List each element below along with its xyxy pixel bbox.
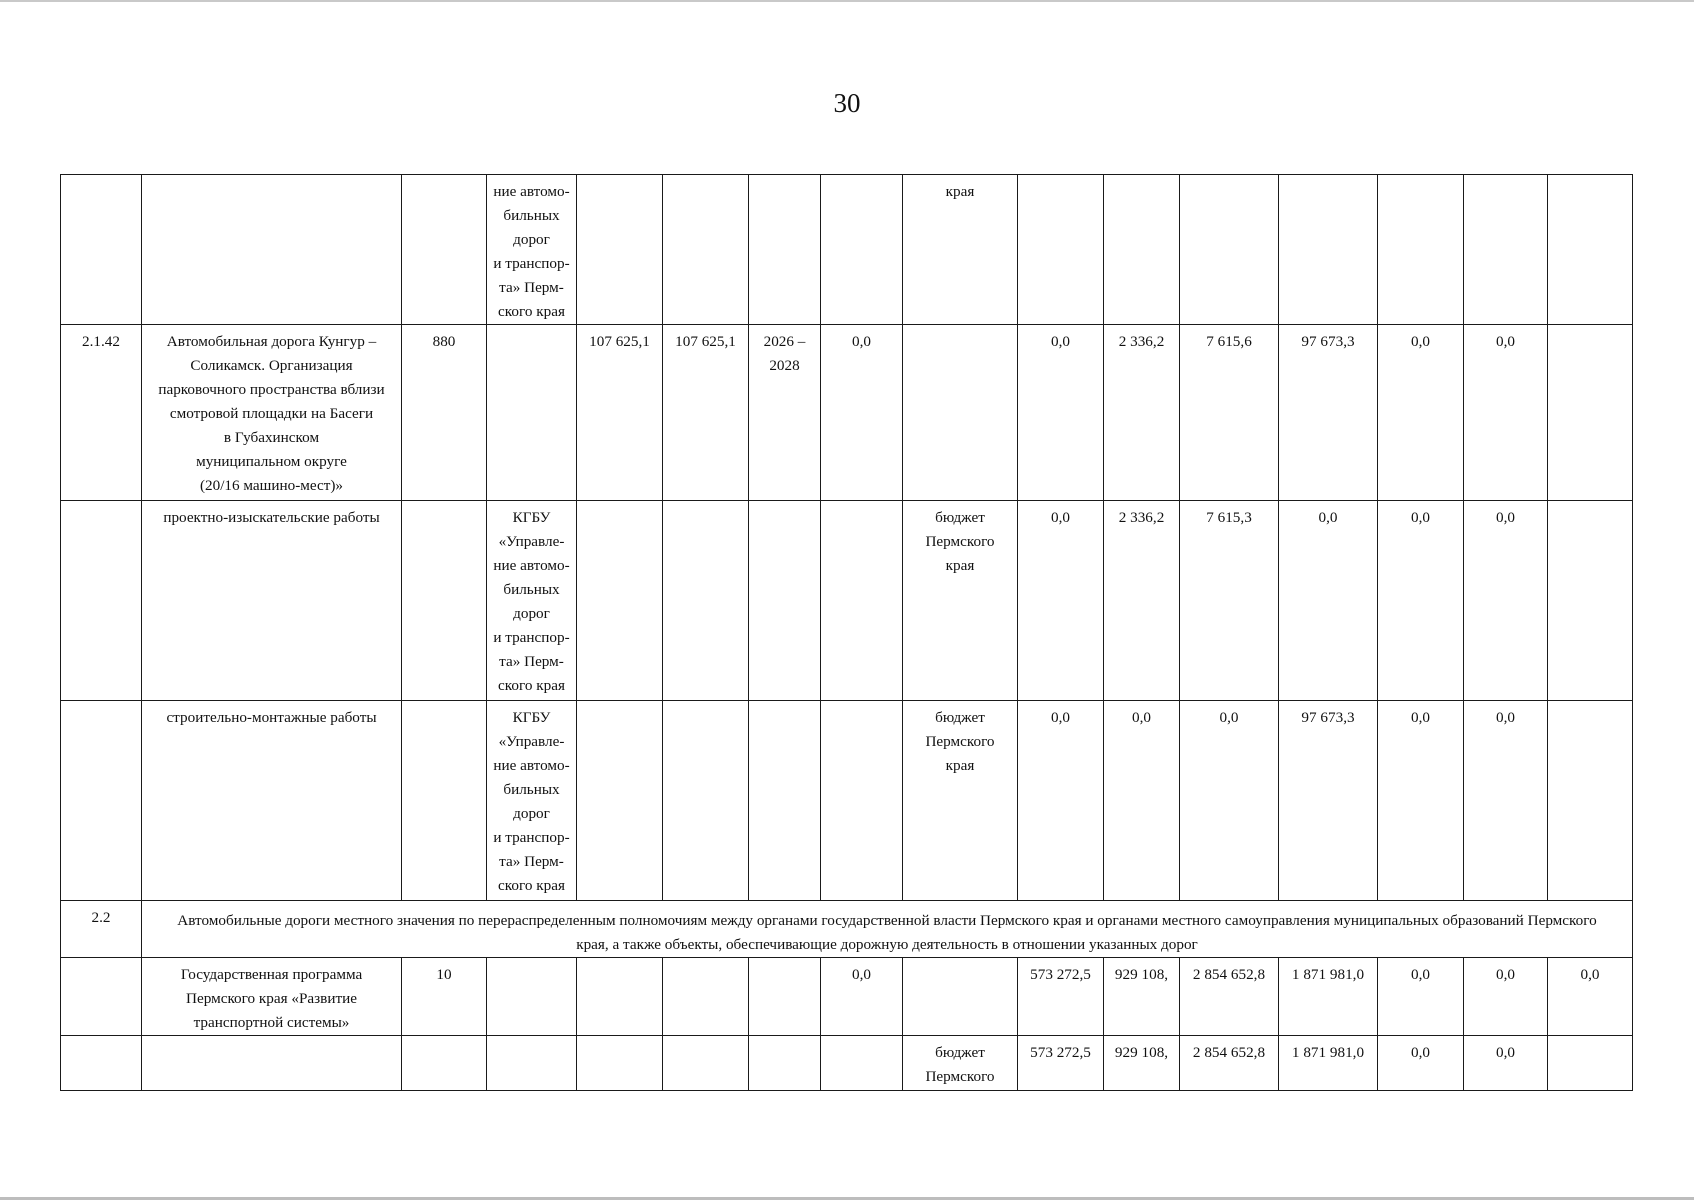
cell-y4: 97 673,3 (1279, 701, 1378, 901)
cell-y7 (1548, 325, 1633, 501)
cell-y5: 0,0 (1378, 1036, 1464, 1091)
cell-y2: 929 108, (1104, 958, 1180, 1036)
cell-y1: 0,0 (1018, 325, 1104, 501)
cell-cost-remaining (663, 701, 749, 901)
cell-y6 (1464, 175, 1548, 325)
cell-y4 (1279, 175, 1378, 325)
table-row (61, 325, 1633, 501)
cell-y2: 929 108, (1104, 1036, 1180, 1091)
cell-y5: 0,0 (1378, 958, 1464, 1036)
cell-y2 (1104, 175, 1180, 325)
cell-y7 (1548, 1036, 1633, 1091)
section-row (61, 901, 1633, 958)
cell-y2: 2 336,2 (1104, 325, 1180, 501)
cell-cost-total (577, 701, 663, 901)
cell-y1: 573 272,5 (1018, 1036, 1104, 1091)
cell-y6: 0,0 (1464, 958, 1548, 1036)
cell-executor: КГБУ «Управле- ние автомо- бильных дорог и транспор- та» Перм- ского края (487, 501, 577, 701)
cell-source (903, 958, 1018, 1036)
cell-name: строительно-монтажные работы (142, 701, 402, 901)
cell-code (402, 1036, 487, 1091)
table-body-top (61, 175, 1633, 901)
cell-name (142, 175, 402, 325)
cell-source: бюджет Пермского края (903, 501, 1018, 701)
table-row (61, 701, 1633, 901)
cell-name: проектно-изыскательские работы (142, 501, 402, 701)
cell-name (142, 1036, 402, 1091)
cell-y3: 2 854 652,8 (1180, 958, 1279, 1036)
cell-cost-total: 107 625,1 (577, 325, 663, 501)
cell-y7 (1548, 701, 1633, 901)
cell-num (61, 958, 142, 1036)
cell-source: края (903, 175, 1018, 325)
cell-y1 (1018, 175, 1104, 325)
cell-period (749, 958, 821, 1036)
cell-code (402, 501, 487, 701)
cell-y6: 0,0 (1464, 325, 1548, 501)
cell-y7: 0,0 (1548, 958, 1633, 1036)
cell-y3: 7 615,3 (1180, 501, 1279, 701)
cell-period (749, 1036, 821, 1091)
cell-code (402, 175, 487, 325)
cell-name: Автомобильная дорога Кунгур – Соликамск. Организация парковочного пространства вблизи смотровой площадки на Басеги в Губахинском муниципальном округе (20/16 машино-мест)» (142, 325, 402, 501)
table-row (61, 501, 1633, 701)
cell-y7 (1548, 175, 1633, 325)
cell-executor: КГБУ «Управле- ние автомо- бильных дорог и транспор- та» Перм- ского края (487, 701, 577, 901)
cell-y3: 7 615,6 (1180, 325, 1279, 501)
cell-executor (487, 958, 577, 1036)
cell-cost-total (577, 1036, 663, 1091)
cell-cost-total (577, 175, 663, 325)
cell-prior (821, 701, 903, 901)
section-title: Автомобильные дороги местного значения по перераспределенным полномочиям между органами государственной власти Пермского края и органами местного самоуправления муниципальных образований Пермского края, а также объекты, обеспечивающие дорожную деятельность в отношении указанных дорог (142, 901, 1633, 958)
cell-y5: 0,0 (1378, 701, 1464, 901)
cell-period: 2026 – 2028 (749, 325, 821, 501)
cell-cost-total (577, 958, 663, 1036)
cell-cost-total (577, 501, 663, 701)
cell-cost-remaining (663, 175, 749, 325)
cell-y1: 0,0 (1018, 701, 1104, 901)
cell-y4: 0,0 (1279, 501, 1378, 701)
cell-num (61, 1036, 142, 1091)
cell-code (402, 701, 487, 901)
cell-source: бюджет Пермского (903, 1036, 1018, 1091)
scan-edge-top (0, 0, 1694, 2)
cell-prior (821, 1036, 903, 1091)
budget-table (60, 174, 1633, 1091)
cell-y4: 1 871 981,0 (1279, 1036, 1378, 1091)
cell-prior: 0,0 (821, 958, 903, 1036)
cell-name: Государственная программа Пермского края «Развитие транспортной системы» (142, 958, 402, 1036)
cell-code: 880 (402, 325, 487, 501)
cell-cost-remaining: 107 625,1 (663, 325, 749, 501)
cell-executor: ние автомо- бильных дорог и транспор- та» Перм- ского края (487, 175, 577, 325)
cell-executor (487, 325, 577, 501)
cell-y4: 1 871 981,0 (1279, 958, 1378, 1036)
table-row (61, 958, 1633, 1036)
cell-y5 (1378, 175, 1464, 325)
cell-y1: 573 272,5 (1018, 958, 1104, 1036)
table-body-bottom (61, 958, 1633, 1091)
cell-period (749, 175, 821, 325)
cell-source (903, 325, 1018, 501)
cell-prior: 0,0 (821, 325, 903, 501)
cell-period (749, 701, 821, 901)
cell-cost-remaining (663, 1036, 749, 1091)
cell-prior (821, 175, 903, 325)
cell-y7 (1548, 501, 1633, 701)
cell-source: бюджет Пермского края (903, 701, 1018, 901)
page-number: 30 (833, 88, 861, 118)
cell-cost-remaining (663, 958, 749, 1036)
section-number: 2.2 (61, 901, 142, 958)
cell-y3: 0,0 (1180, 701, 1279, 901)
cell-y3 (1180, 175, 1279, 325)
cell-y1: 0,0 (1018, 501, 1104, 701)
cell-code: 10 (402, 958, 487, 1036)
cell-y4: 97 673,3 (1279, 325, 1378, 501)
cell-period (749, 501, 821, 701)
cell-num: 2.1.42 (61, 325, 142, 501)
cell-y3: 2 854 652,8 (1180, 1036, 1279, 1091)
cell-num (61, 175, 142, 325)
cell-y6: 0,0 (1464, 1036, 1548, 1091)
cell-prior (821, 501, 903, 701)
cell-y5: 0,0 (1378, 501, 1464, 701)
cell-num (61, 701, 142, 901)
cell-y5: 0,0 (1378, 325, 1464, 501)
cell-y2: 0,0 (1104, 701, 1180, 901)
cell-y6: 0,0 (1464, 501, 1548, 701)
cell-y6: 0,0 (1464, 701, 1548, 901)
cell-executor (487, 1036, 577, 1091)
table-row (61, 175, 1633, 325)
cell-y2: 2 336,2 (1104, 501, 1180, 701)
section-block (61, 901, 1633, 958)
table-row (61, 1036, 1633, 1091)
cell-num (61, 501, 142, 701)
cell-cost-remaining (663, 501, 749, 701)
